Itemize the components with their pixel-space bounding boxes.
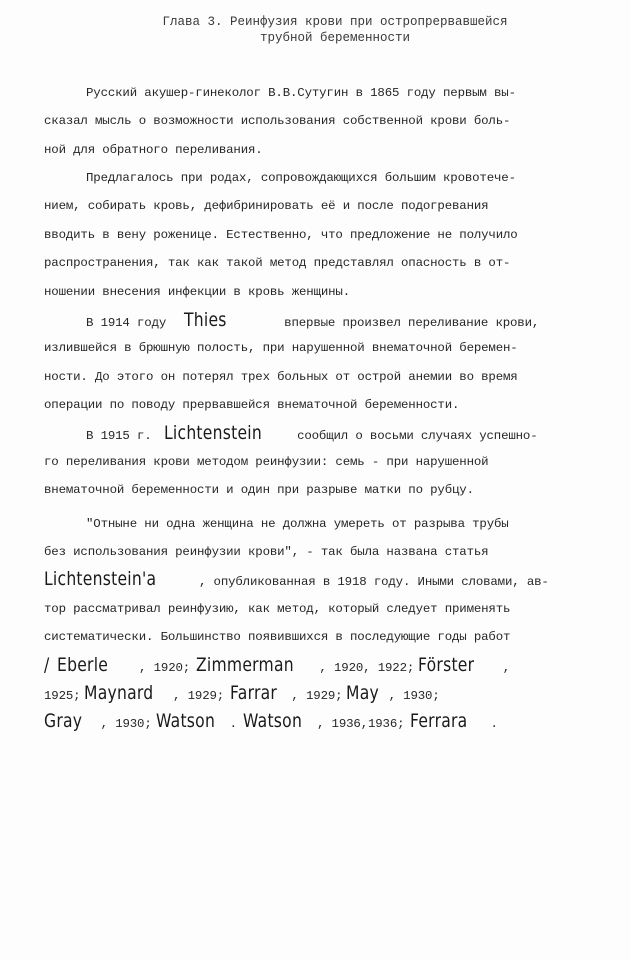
text-run: , 1929; [173,689,225,703]
text-run: , 1920; [139,661,191,675]
text-line [86,311,631,332]
text-line: сказал мысль о возможности использования собственной крови боль- [44,114,511,128]
text-line: Предлагалось при родах, сопровождающихся большим кровотече- [86,171,516,185]
text-run: , 1920, 1922; [319,661,415,675]
text-line: "Отныне ни одна женщина не должна умереть от разрыва трубы [86,517,509,531]
text-run: , 1929; [291,689,343,703]
chapter-title-line-2: трубной беременности [259,31,411,45]
paragraph-prefix: В 1915 г. [86,429,152,443]
handwritten-name: Lichtenstein [163,422,262,444]
text-line [86,424,631,445]
chapter-title [120,14,550,46]
text-run: , 1936,1936; [316,717,405,731]
text-run: , 1930; [100,717,152,731]
text-run: , [502,661,511,675]
text-line: ной для обратного переливания. [44,143,263,157]
handwritten-name: Zimmerman [196,654,294,676]
text-run: . [490,717,498,731]
text-run: , опубликованная в 1918 году. Иными словами, ав- [198,575,549,589]
handwritten-name: Förster [418,654,475,676]
text-line [44,570,592,591]
text-line: вводить в вену роженице. Естественно, что предложение не получило [44,228,518,242]
text-line [44,684,592,705]
handwritten-mark: / [44,654,50,676]
text-line: тор рассматривал реинфузию, как метод, который следует применять [44,602,511,616]
text-run: . [229,717,237,731]
handwritten-name: Farrar [230,682,278,704]
text-line: распространения, так как такой метод представлял опасность в от- [44,256,511,270]
text-line [44,656,592,677]
handwritten-name: May [346,682,380,704]
handwritten-name: Thies [184,309,227,331]
text-line: Русский акушер-гинеколог В.В.Сутугин в 1865 году первым вы- [86,86,516,100]
text-line: го переливания крови методом реинфузии: семь - при нарушенной [44,455,489,469]
handwritten-name: Ferrara [410,710,468,732]
text-run: впервые произвел переливание крови, [284,316,540,330]
chapter-title-line-1: Глава 3. Реинфузия крови при остропрервавшейся [162,15,508,29]
handwritten-name: Gray [44,710,83,732]
text-line: ности. До этого он потерял трех больных от острой анемии во время [44,370,518,384]
text-line: систематически. Большинство появившихся в последующие годы работ [44,630,511,644]
text-run: 1925; [44,689,81,703]
text-line: ношении внесения инфекции в кровь женщины. [44,285,350,299]
text-line: без использования реинфузии крови", - так была названа статья [44,545,489,559]
text-run: , 1930; [388,689,440,703]
handwritten-name: Eberle [56,654,108,676]
handwritten-name: Watson [155,710,215,732]
text-line: излившейся в брюшную полость, при нарушенной внематочной беремен- [44,341,518,355]
handwritten-name: Maynard [84,682,154,704]
text-run: сообщил о восьми случаях успешно- [297,429,538,443]
text-line: нием, собирать кровь, дефибринировать её и после подогревания [44,199,489,213]
text-line: внематочной беременности и один при разрыве матки по рубцу. [44,483,474,497]
text-line [44,712,592,733]
handwritten-name: Lichtenstein'a [44,568,157,590]
paragraph-prefix: В 1914 году [86,316,167,330]
handwritten-name: Watson [242,710,303,732]
text-line: операции по поводу прервавшейся внематочной беременности. [44,398,460,412]
